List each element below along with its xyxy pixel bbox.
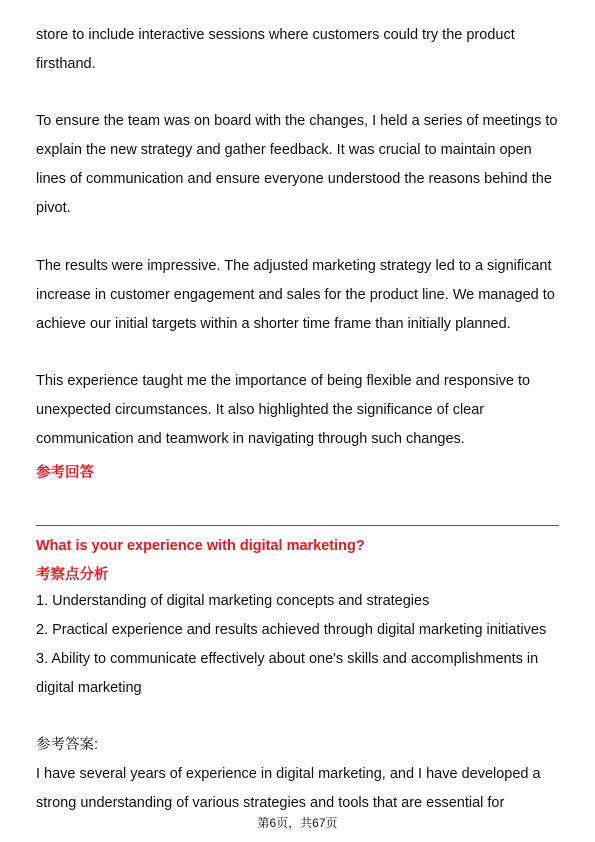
paragraph-line: This experience taught me the importance of being flexible and responsive to (36, 373, 531, 389)
reference-answer-heading: 参考回答 (36, 465, 94, 481)
paragraph-line: store to include interactive sessions where customers could try the product (36, 27, 515, 43)
answer-label: 参考答案: (36, 737, 99, 753)
paragraph-line: The results were impressive. The adjusted marketing strategy led to a significant (36, 258, 552, 274)
analysis-point: digital marketing (36, 680, 142, 696)
paragraph-line: unexpected circumstances. It also highlighted the significance of clear (36, 402, 485, 418)
analysis-point: 3. Ability to communicate effectively about one's skills and accomplishments in (36, 651, 539, 667)
paragraph-line: explain the new strategy and gather feedback. It was crucial to maintain open (36, 142, 532, 158)
answer-line: I have several years of experience in digital marketing, and I have developed a (36, 766, 541, 782)
paragraph-line: lines of communication and ensure everyone understood the reasons behind the (36, 171, 552, 187)
page-number-footer: 第6页，共67页 (257, 816, 338, 830)
paragraph-line: pivot. (36, 200, 71, 216)
paragraph-line: achieve our initial targets within a shorter time frame than initially planned. (36, 316, 511, 332)
answer-line: strong understanding of various strategies and tools that are essential for (36, 795, 505, 811)
paragraph-line: communication and teamwork in navigating through such changes. (36, 431, 465, 447)
paragraph-line: firsthand. (36, 56, 96, 72)
paragraph-line: increase in customer engagement and sales for the product line. We managed to (36, 287, 555, 303)
question-title: What is your experience with digital marketing? (36, 538, 365, 554)
paragraph-line: To ensure the team was on board with the changes, I held a series of meetings to (36, 113, 558, 129)
analysis-point: 1. Understanding of digital marketing concepts and strategies (36, 593, 430, 609)
analysis-point: 2. Practical experience and results achieved through digital marketing initiatives (36, 622, 547, 638)
section-divider (36, 525, 559, 526)
analysis-heading: 考察点分析 (36, 567, 109, 583)
